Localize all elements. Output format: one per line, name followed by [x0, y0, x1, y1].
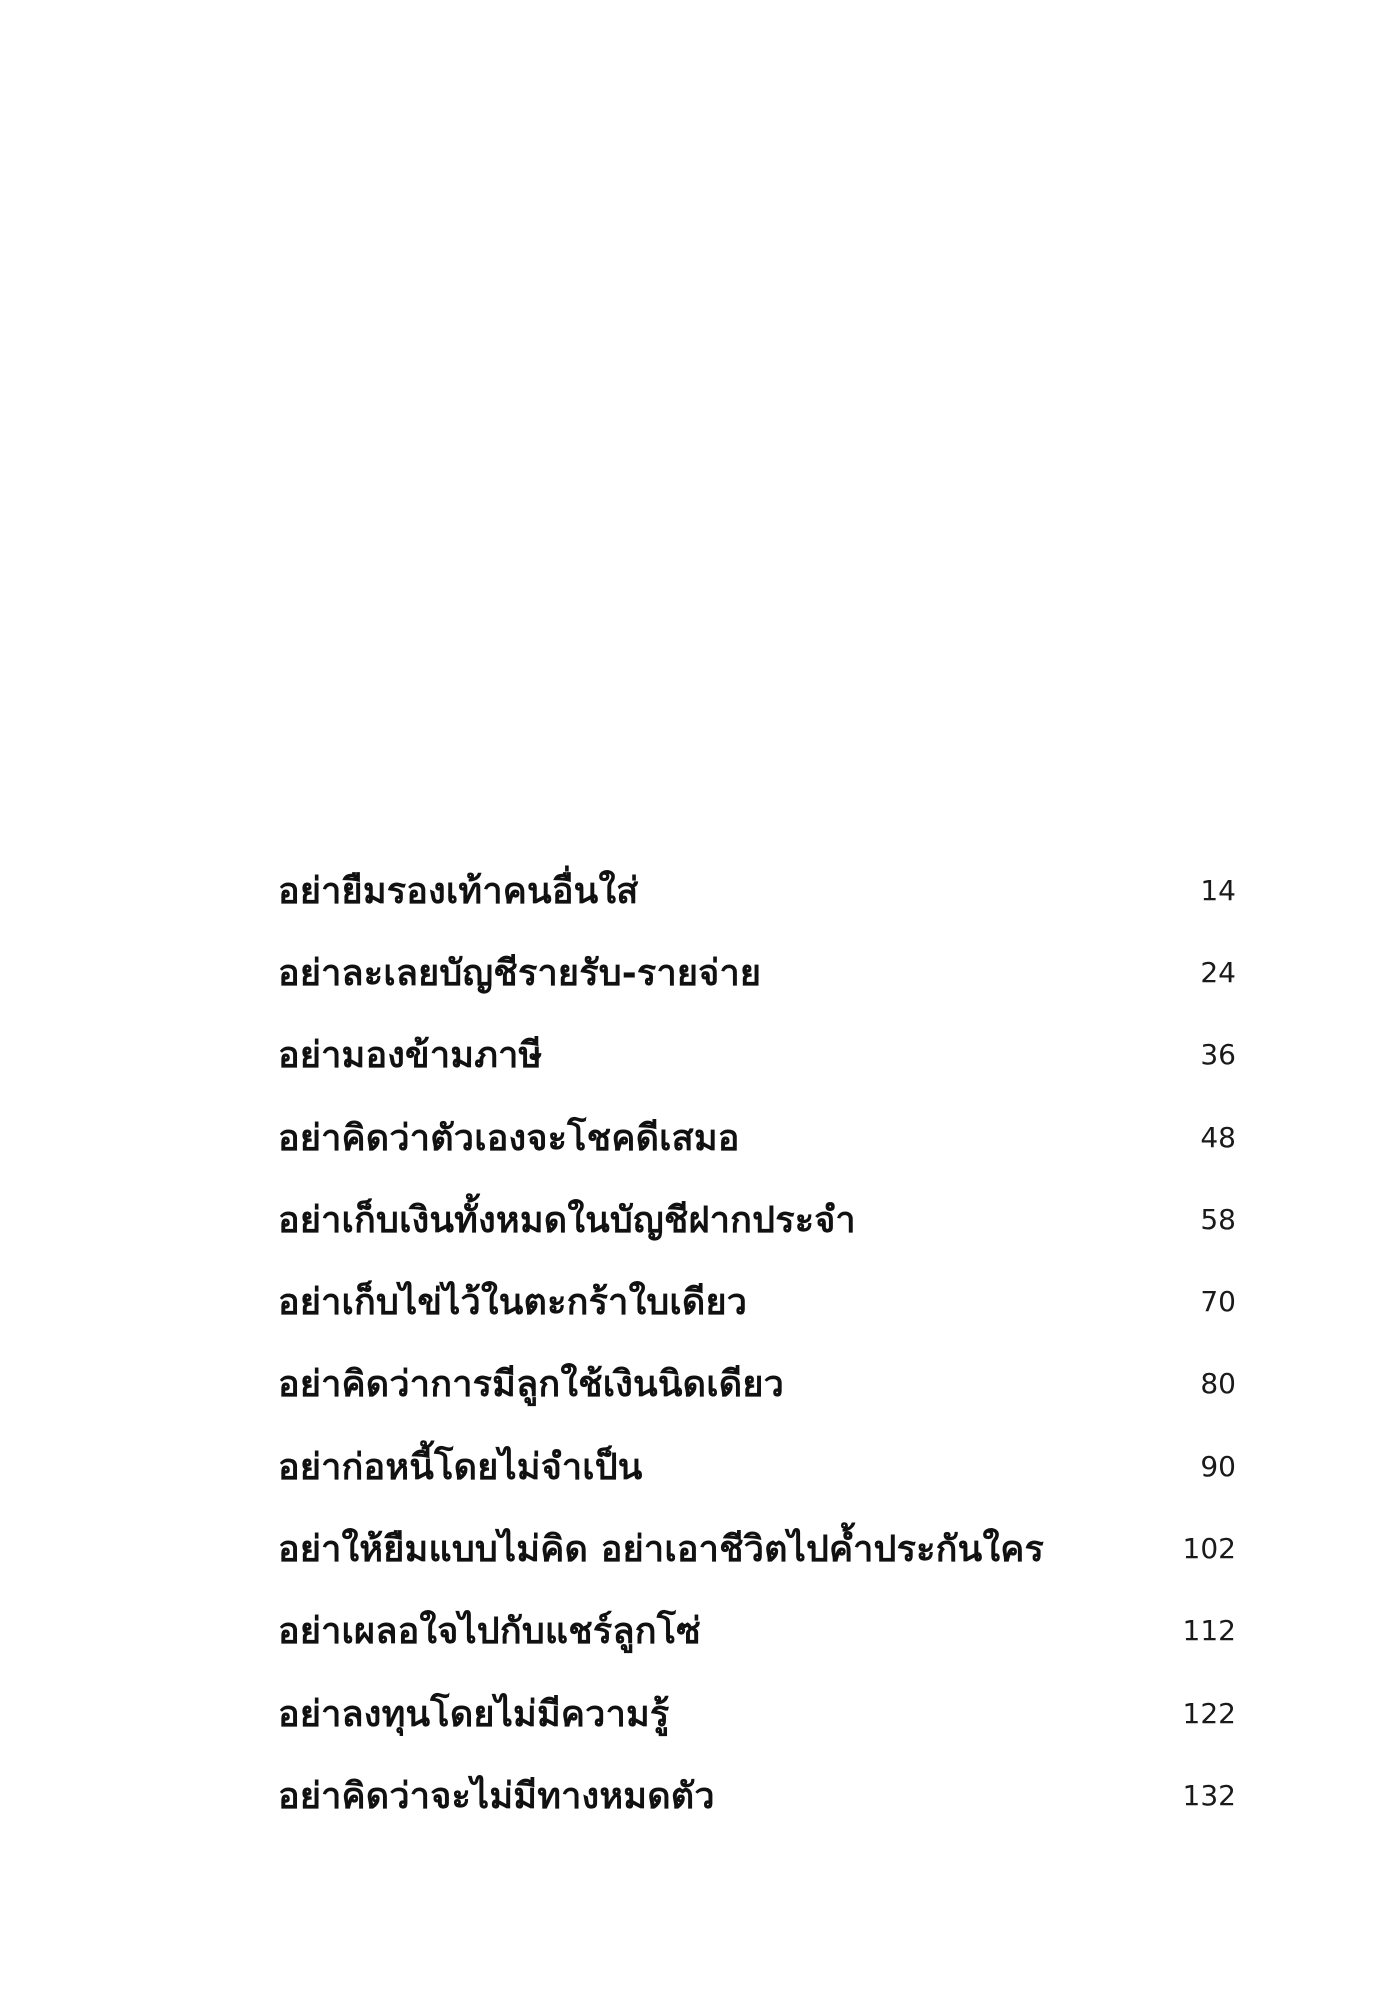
toc-entry-title: อย่าเผลอใจไปกับแชร์ลูกโซ่ — [278, 1611, 701, 1653]
toc-entry-page-number: 58 — [1200, 1202, 1236, 1236]
toc-entry — [278, 1260, 1236, 1342]
toc-entry-page-number: 90 — [1200, 1449, 1236, 1483]
toc-entry-title: อย่าเก็บไข่ไว้ในตะกร้าใบเดียว — [278, 1282, 748, 1324]
toc-entry-title: อย่ายืมรองเท้าคนอื่นใส่ — [278, 870, 639, 912]
toc-entry-page-number: 132 — [1182, 1778, 1236, 1812]
toc-entry-page-number: 70 — [1200, 1285, 1236, 1319]
toc-entry — [278, 1425, 1236, 1507]
toc-entry-title: อย่าคิดว่าจะไม่มีทางหมดตัว — [278, 1775, 715, 1817]
toc-entry-page-number: 48 — [1200, 1120, 1236, 1154]
toc-entry-title: อย่าก่อหนี้โดยไม่จำเป็น — [278, 1446, 643, 1488]
table-of-contents — [278, 849, 1236, 1837]
toc-entry — [278, 1343, 1236, 1425]
toc-entry — [278, 1754, 1236, 1836]
toc-entry — [278, 1672, 1236, 1754]
toc-entry — [278, 1178, 1236, 1260]
toc-entry-page-number: 24 — [1200, 955, 1236, 989]
toc-entry-page-number: 14 — [1200, 873, 1236, 907]
toc-entry-title: อย่าลงทุนโดยไม่มีความรู้ — [278, 1693, 670, 1735]
toc-entry-page-number: 112 — [1182, 1614, 1236, 1648]
toc-entry — [278, 1507, 1236, 1589]
toc-entry — [278, 1096, 1236, 1178]
toc-entry-title: อย่าคิดว่าตัวเองจะโชคดีเสมอ — [278, 1117, 740, 1159]
toc-entry-title: อย่าละเลยบัญชีรายรับ-รายจ่าย — [278, 952, 762, 994]
toc-entry-page-number: 122 — [1182, 1696, 1236, 1730]
toc-entry-title: อย่ามองข้ามภาษี — [278, 1035, 543, 1077]
toc-entry — [278, 1590, 1236, 1672]
toc-entry-page-number: 80 — [1200, 1367, 1236, 1401]
toc-entry-page-number: 36 — [1200, 1038, 1236, 1072]
toc-entry-title: อย่าให้ยืมแบบไม่คิด อย่าเอาชีวิตไปค้ำประกันใคร — [278, 1529, 1045, 1571]
toc-entry — [278, 849, 1236, 931]
toc-entry-title: อย่าคิดว่าการมีลูกใช้เงินนิดเดียว — [278, 1364, 785, 1406]
toc-entry — [278, 931, 1236, 1013]
toc-entry-title: อย่าเก็บเงินทั้งหมดในบัญชีฝากประจำ — [278, 1199, 856, 1241]
toc-entry — [278, 1014, 1236, 1096]
toc-entry-page-number: 102 — [1182, 1532, 1236, 1566]
